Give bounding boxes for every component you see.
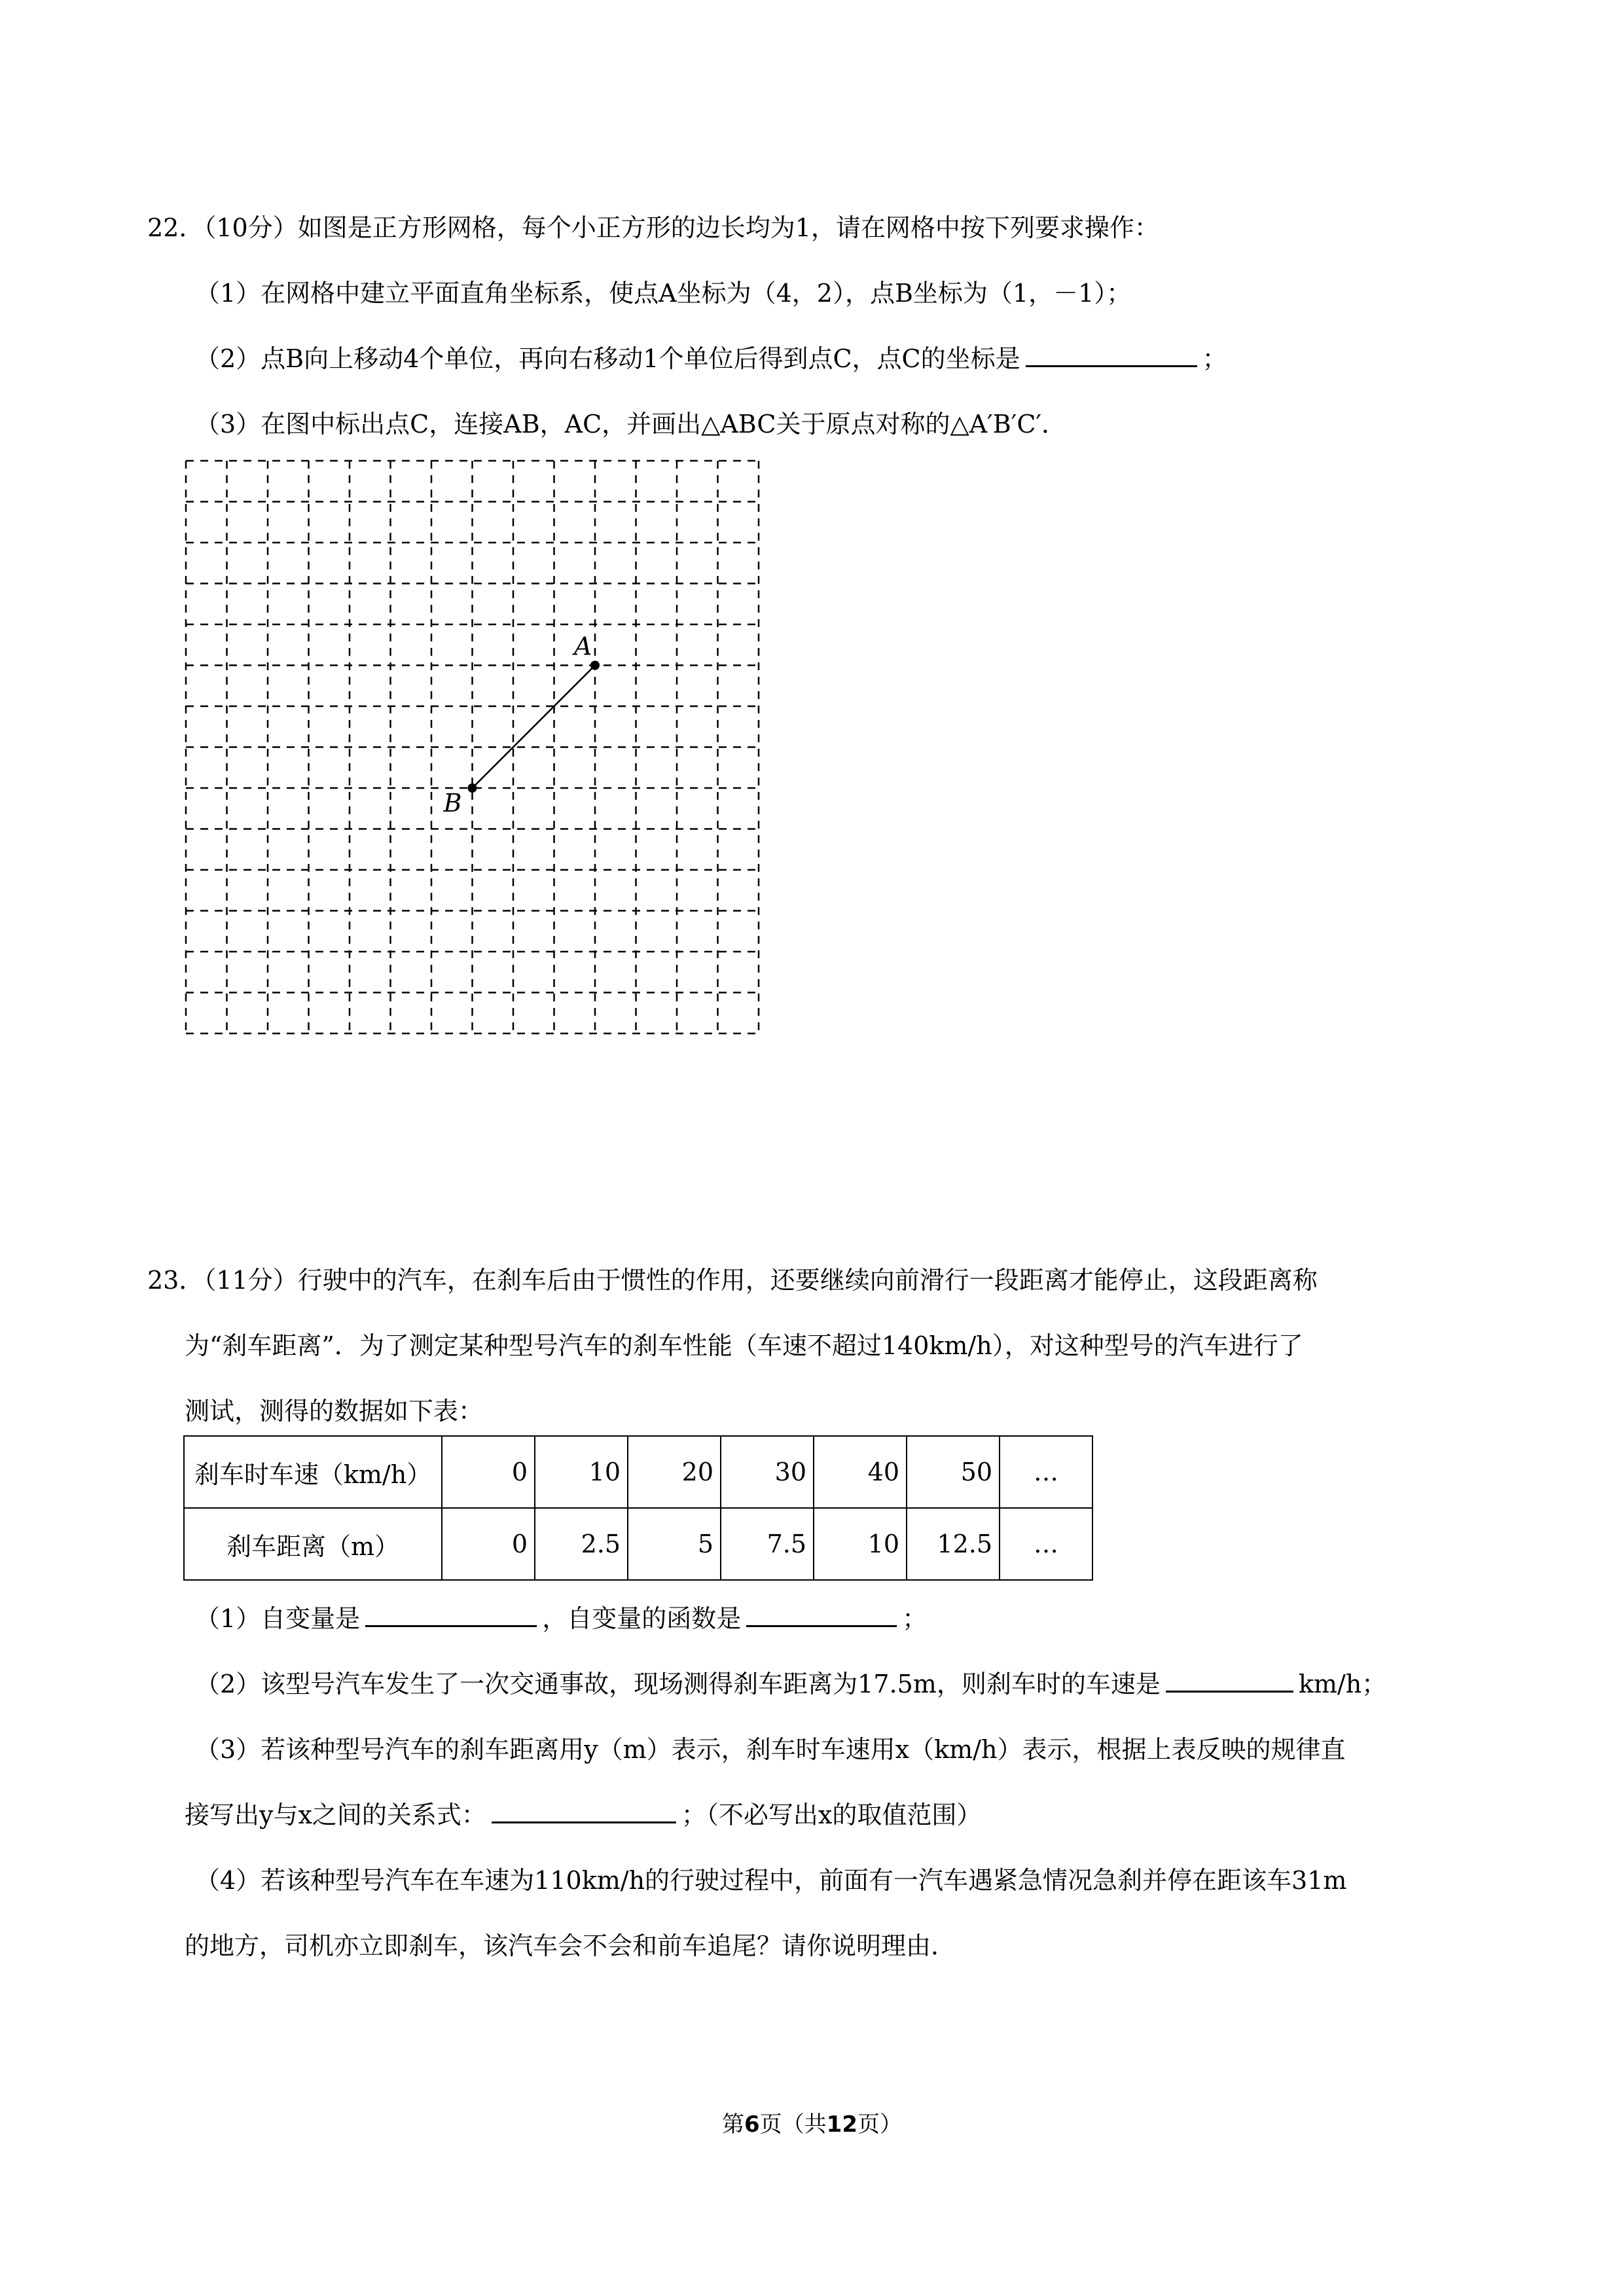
table-row-speed xyxy=(184,1436,1092,1508)
q22-part1: （1）在网格中建立平面直角坐标系，使点A坐标为（4，2），点B坐标为（1，－1）； xyxy=(195,279,1132,308)
segment-ab xyxy=(473,666,596,789)
q22-part3: （3）在图中标出点C，连接AB，AC，并画出△ABC关于原点对称的△A′B′C′． xyxy=(195,410,1067,439)
q23-part3-line1: （3）若该种型号汽车的刹车距离用y（m）表示，刹车时车速用x（km/h）表示，根据上表反映的规律直 xyxy=(195,1735,1346,1764)
table-cell: 0 xyxy=(442,1436,535,1508)
q23-part1-a: （1）自变量是 xyxy=(195,1604,361,1633)
table-ellipsis: … xyxy=(1000,1508,1092,1580)
table-cell: 5 xyxy=(628,1508,721,1580)
footer-prefix: 第 xyxy=(722,2111,744,2138)
square-grid xyxy=(185,459,776,1051)
table-cell: 7.5 xyxy=(721,1508,814,1580)
footer-mid: 页（共 xyxy=(759,2111,827,2138)
point-b-label: B xyxy=(443,789,462,817)
q23-blank-4[interactable] xyxy=(492,1799,676,1823)
table-head-speed: 刹车时车速（km/h） xyxy=(184,1436,442,1508)
data-table xyxy=(183,1435,1093,1581)
footer-suffix: 页） xyxy=(857,2111,902,2138)
q22-title: 22．（10分）如图是正方形网格，每个小正方形的边长均为1，请在网格中按下列要求操作： xyxy=(147,213,1159,242)
q23-blank-3[interactable] xyxy=(1166,1668,1293,1693)
table-head-distance: 刹车距离（m） xyxy=(184,1508,442,1580)
q23-part1 xyxy=(195,1602,927,1636)
q22-part2-text: （2）点B向上移动4个单位，再向右移动1个单位后得到点C，点C的坐标是 xyxy=(195,344,1020,373)
q23-title-line1: 23．（11分）行驶中的汽车，在刹车后由于惯性的作用，还要继续向前滑行一段距离才能停止，这段距离称 xyxy=(147,1266,1318,1295)
table-cell: 20 xyxy=(628,1436,721,1508)
table-cell: 2.5 xyxy=(535,1508,628,1580)
q23-part3-a: 接写出y与x之间的关系式： xyxy=(185,1801,486,1829)
q23-title-line3: 测试，测得的数据如下表： xyxy=(185,1397,484,1426)
table-cell: 12.5 xyxy=(907,1508,1000,1580)
table-cell: 40 xyxy=(814,1436,907,1508)
table-cell: 10 xyxy=(535,1436,628,1508)
q22-part2-end: ； xyxy=(1202,344,1227,373)
q22-answer-blank[interactable] xyxy=(1026,343,1197,367)
point-b xyxy=(468,783,477,793)
q23-blank-1[interactable] xyxy=(365,1603,537,1627)
q22-part2 xyxy=(195,342,1227,376)
q23-part4-line2: 的地方，司机亦立即刹车，该汽车会不会和前车追尾？请你说明理由． xyxy=(185,1931,956,1960)
q23-part1-b: ，自变量的函数是 xyxy=(542,1604,742,1633)
footer-total: 12 xyxy=(826,2111,857,2138)
q23-part2 xyxy=(195,1667,1386,1701)
point-a xyxy=(590,661,600,670)
q23-part1-c: ； xyxy=(902,1604,928,1633)
q23-title-line2: 为“刹车距离”．为了测定某种型号汽车的刹车性能（车速不超过140km/h），对这种型号的汽车进行了 xyxy=(185,1331,1303,1360)
table-ellipsis: … xyxy=(1000,1436,1092,1508)
table-cell: 30 xyxy=(721,1436,814,1508)
table-cell: 0 xyxy=(442,1508,535,1580)
q23-blank-2[interactable] xyxy=(746,1603,897,1627)
q23-part2-a: （2）该型号汽车发生了一次交通事故，现场测得刹车距离为17.5m，则刹车时的车速是 xyxy=(195,1670,1161,1698)
point-a-label: A xyxy=(574,632,592,661)
q23-part2-b: km/h； xyxy=(1298,1670,1387,1698)
table-row-distance xyxy=(184,1508,1092,1580)
q23-part4-line1: （4）若该种型号汽车在车速为110km/h的行驶过程中，前面有一汽车遇紧急情况急刹并停在距该车31m xyxy=(195,1866,1347,1895)
table-cell: 50 xyxy=(907,1436,1000,1508)
q23-part3-b: ；（不必写出x的取值范围） xyxy=(681,1801,982,1829)
page-footer xyxy=(0,2106,1624,2138)
footer-page: 6 xyxy=(744,2111,760,2138)
table-cell: 10 xyxy=(814,1508,907,1580)
q23-part3-line2 xyxy=(185,1798,981,1832)
